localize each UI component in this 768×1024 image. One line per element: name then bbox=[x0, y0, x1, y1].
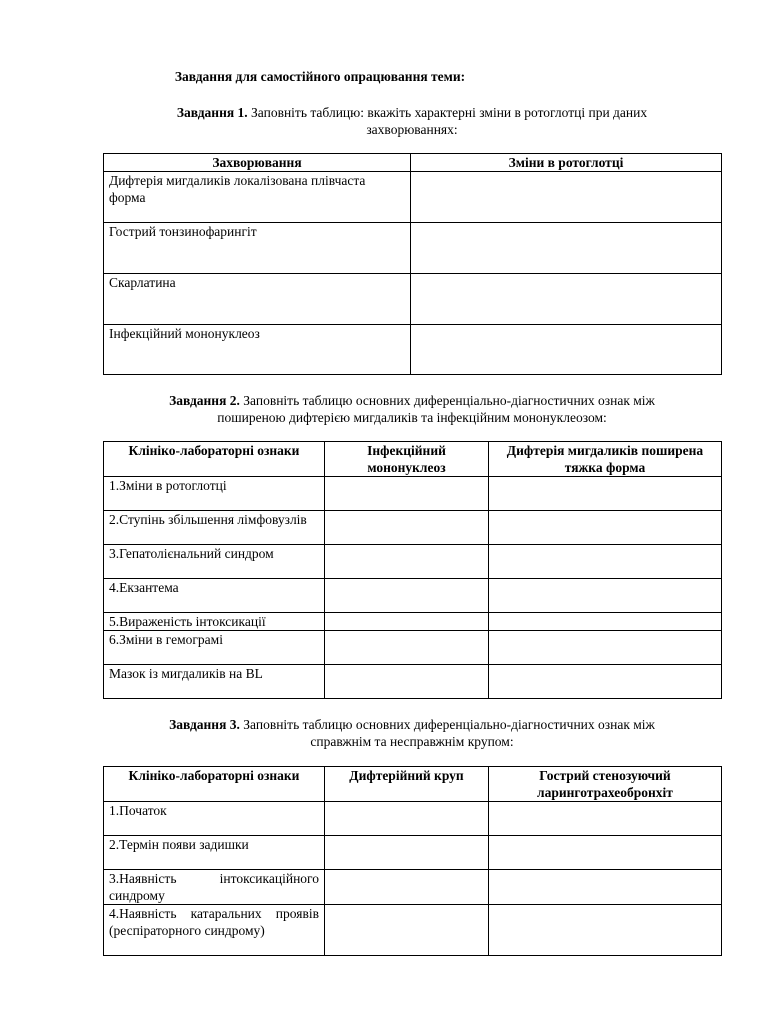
task2-text-line1: Заповніть таблицю основних диференціально-діагностичних ознак між bbox=[239, 393, 655, 408]
table2-answer-cell[interactable] bbox=[325, 477, 489, 511]
task2-table bbox=[103, 441, 722, 699]
task3-label: Завдання 3. bbox=[169, 717, 240, 732]
table1-answer-cell[interactable] bbox=[411, 223, 722, 274]
table-row bbox=[104, 511, 722, 545]
table2-answer-cell[interactable] bbox=[489, 477, 722, 511]
table1-answer-cell[interactable] bbox=[411, 172, 722, 223]
table-row bbox=[104, 802, 722, 836]
table2-answer-cell[interactable] bbox=[489, 579, 722, 613]
table3-sign-cell: 1.Початок bbox=[104, 802, 325, 836]
task2-instruction bbox=[104, 392, 720, 426]
table3-answer-cell[interactable] bbox=[325, 836, 489, 870]
table2-sign-cell: 4.Екзантема bbox=[104, 579, 325, 613]
table2-answer-cell[interactable] bbox=[325, 511, 489, 545]
task1-table bbox=[103, 153, 722, 375]
table1-header-disease: Захворювання bbox=[104, 154, 411, 172]
table-row bbox=[104, 631, 722, 665]
task3-table bbox=[103, 766, 722, 956]
table3-answer-cell[interactable] bbox=[489, 870, 722, 905]
table2-answer-cell[interactable] bbox=[325, 613, 489, 631]
table-row bbox=[104, 870, 722, 905]
table1-answer-cell[interactable] bbox=[411, 325, 722, 375]
table1-disease-cell: Інфекційний мононуклеоз bbox=[104, 325, 411, 375]
table2-header-mononucleosis: Інфекційний мононуклеоз bbox=[325, 442, 489, 477]
table2-answer-cell[interactable] bbox=[325, 579, 489, 613]
table3-answer-cell[interactable] bbox=[489, 905, 722, 956]
table3-answer-cell[interactable] bbox=[489, 836, 722, 870]
table2-sign-cell: 1.Зміни в ротоглотці bbox=[104, 477, 325, 511]
table-row bbox=[104, 545, 722, 579]
task2-label: Завдання 2. bbox=[169, 393, 240, 408]
table1-disease-cell: Скарлатина bbox=[104, 274, 411, 325]
table2-sign-cell: 2.Ступінь збільшення лімфовузлів bbox=[104, 511, 325, 545]
table2-answer-cell[interactable] bbox=[325, 665, 489, 699]
table-row bbox=[104, 665, 722, 699]
task1-text-line2: захворюваннях: bbox=[366, 122, 458, 137]
table2-header-diphtheria: Дифтерія мигдаликів поширена тяжка форма bbox=[489, 442, 722, 477]
table2-answer-cell[interactable] bbox=[489, 665, 722, 699]
table1-disease-cell: Гострий тонзинофарингіт bbox=[104, 223, 411, 274]
task3-text-line1: Заповніть таблицю основних диференціально-діагностичних ознак між bbox=[239, 717, 655, 732]
table3-answer-cell[interactable] bbox=[489, 802, 722, 836]
table-row bbox=[104, 836, 722, 870]
task1-instruction bbox=[104, 104, 720, 138]
page-title: Завдання для самостійного опрацювання теми: bbox=[174, 69, 466, 84]
table3-header-diphtheria-croup: Дифтерійний круп bbox=[325, 767, 489, 802]
table-row bbox=[104, 172, 722, 223]
table2-answer-cell[interactable] bbox=[325, 545, 489, 579]
task3-instruction bbox=[104, 716, 720, 750]
table3-header-laryngotracheobronchitis: Гострий стенозуючий ларинготрахеобронхіт bbox=[489, 767, 722, 802]
table2-answer-cell[interactable] bbox=[489, 511, 722, 545]
table-row bbox=[104, 613, 722, 631]
table2-sign-cell: Мазок із мигдаликів на BL bbox=[104, 665, 325, 699]
table2-header-sign: Клініко-лабораторні ознаки bbox=[104, 442, 325, 477]
task1-label: Завдання 1. bbox=[176, 105, 248, 120]
table2-answer-cell[interactable] bbox=[489, 613, 722, 631]
table2-sign-cell: 5.Вираженість інтоксикації bbox=[104, 613, 325, 631]
table1-disease-cell: Дифтерія мигдаликів локалізована плівчаста форма bbox=[104, 172, 411, 223]
task3-text-line2: справжнім та несправжнім крупом: bbox=[310, 734, 514, 749]
table1-answer-cell[interactable] bbox=[411, 274, 722, 325]
table2-answer-cell[interactable] bbox=[325, 631, 489, 665]
table3-sign-cell: 4.Наявність катаральних проявів (респіраторного синдрому) bbox=[104, 905, 325, 956]
table3-sign-cell: 3.Наявність інтоксикаційного синдрому bbox=[104, 870, 325, 905]
table1-header-changes: Зміни в ротоглотці bbox=[411, 154, 722, 172]
task2-text-line2: поширеною дифтерією мигдаликів та інфекційним мононуклеозом: bbox=[217, 410, 607, 425]
table-row bbox=[104, 325, 722, 375]
table2-sign-cell: 6.Зміни в гемограмі bbox=[104, 631, 325, 665]
table3-answer-cell[interactable] bbox=[325, 905, 489, 956]
table3-header-sign: Клініко-лабораторні ознаки bbox=[104, 767, 325, 802]
table-row bbox=[104, 274, 722, 325]
table-row bbox=[104, 223, 722, 274]
table-row bbox=[104, 905, 722, 956]
task1-text-line1: Заповніть таблицю: вкажіть характерні зміни в ротоглотці при даних bbox=[247, 105, 648, 120]
table2-answer-cell[interactable] bbox=[489, 631, 722, 665]
table2-answer-cell[interactable] bbox=[489, 545, 722, 579]
table3-sign-cell: 2.Термін появи задишки bbox=[104, 836, 325, 870]
table-row bbox=[104, 477, 722, 511]
table3-answer-cell[interactable] bbox=[325, 802, 489, 836]
table3-answer-cell[interactable] bbox=[325, 870, 489, 905]
table2-sign-cell: 3.Гепатолієнальний синдром bbox=[104, 545, 325, 579]
table-row bbox=[104, 579, 722, 613]
